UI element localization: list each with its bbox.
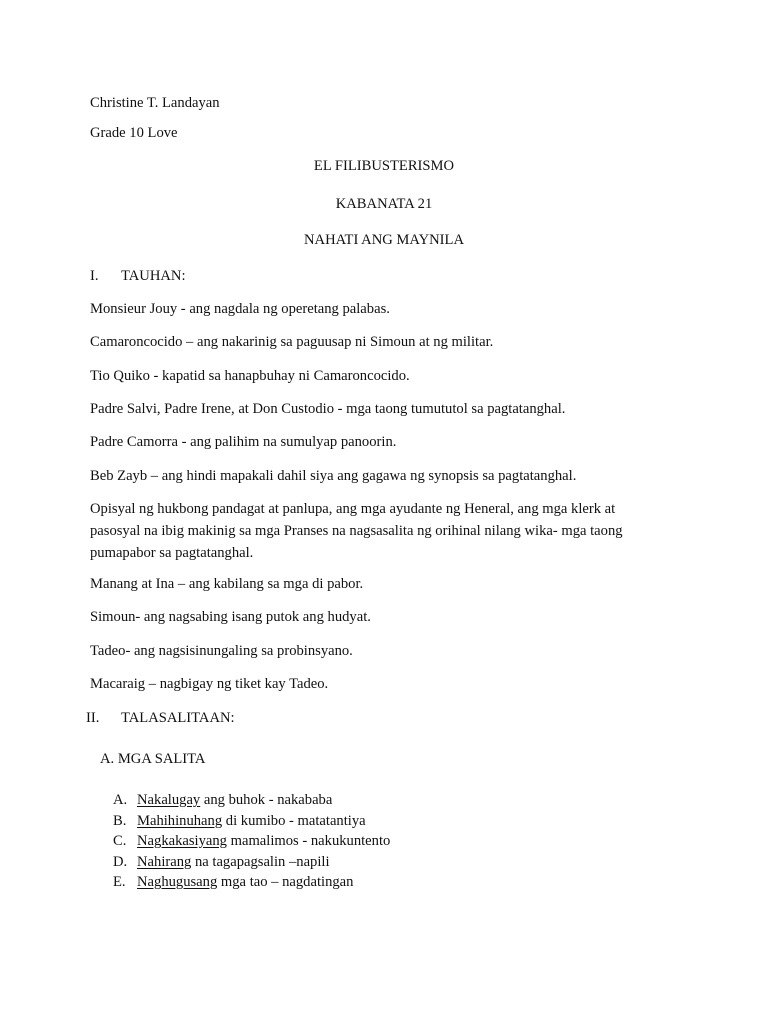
character-entry: Manang at Ina – ang kabilang sa mga di pabor. <box>90 576 364 592</box>
vocab-definition: mamalimos - nakukuntento <box>226 833 391 849</box>
section-1-number: I. <box>90 268 99 284</box>
character-entry: Beb Zayb – ang hindi mapakali dahil siya ang gagawa ng synopsis sa pagtatanghal. <box>90 468 577 484</box>
character-entry: Tadeo- ang nagsisinungaling sa probinsyano. <box>90 643 353 659</box>
vocab-word: Nahirang <box>137 854 192 870</box>
vocab-word: Naghugusang <box>137 874 218 890</box>
book-title: EL FILIBUSTERISMO <box>313 158 455 174</box>
character-entry: Padre Salvi, Padre Irene, at Don Custodio - mga taong tumututol sa pagtatanghal. <box>90 401 566 417</box>
author-name: Christine T. Landayan <box>90 95 220 111</box>
character-paragraph: Opisyal ng hukbong pandagat at panlupa, ang mga ayudante ng Heneral, ang mga klerk at pasosyal na ibig makinig sa mga Pranses na nagsasalita ng orihinal nilang wika- mga taong pumapabor sa pagtatanghal. <box>90 501 623 561</box>
list-item-letter: E. <box>113 874 126 890</box>
list-item <box>137 832 390 850</box>
subsection-label: A. MGA SALITA <box>100 751 206 767</box>
vocab-word: Nakalugay <box>137 792 201 808</box>
vocab-word: Mahihinuhang <box>137 813 223 829</box>
character-entry: Padre Camorra - ang palihim na sumulyap panoorin. <box>90 434 397 450</box>
list-item <box>137 873 353 891</box>
vocab-definition: na tagapagsalin –napili <box>191 854 330 870</box>
chapter-title: NAHATI ANG MAYNILA <box>304 232 464 248</box>
grade-section: Grade 10 Love <box>90 125 178 141</box>
list-item-letter: B. <box>113 813 127 829</box>
section-2-number: II. <box>86 710 100 726</box>
section-1-label: TAUHAN: <box>121 268 186 284</box>
vocab-word: Nagkakasiyang <box>137 833 227 849</box>
character-entry: Simoun- ang nagsabing isang putok ang hudyat. <box>90 609 371 625</box>
vocab-definition: ang buhok - nakababa <box>200 792 333 808</box>
list-item-letter: A. <box>113 792 128 808</box>
list-item-letter: D. <box>113 854 128 870</box>
chapter-number: KABANATA 21 <box>335 196 433 212</box>
character-entry: Macaraig – nagbigay ng tiket kay Tadeo. <box>90 676 329 692</box>
section-2-label: TALASALITAAN: <box>121 710 235 726</box>
list-item <box>137 812 366 830</box>
list-item-letter: C. <box>113 833 127 849</box>
character-entry: Tio Quiko - kapatid sa hanapbuhay ni Camaroncocido. <box>90 368 410 384</box>
list-item <box>137 791 332 809</box>
vocab-definition: di kumibo - matatantiya <box>222 813 366 829</box>
character-entry: Camaroncocido – ang nakarinig sa paguusap ni Simoun at ng militar. <box>90 334 494 350</box>
list-item <box>137 853 330 871</box>
vocab-definition: mga tao – nagdatingan <box>217 874 354 890</box>
character-entry: Monsieur Jouy - ang nagdala ng operetang palabas. <box>90 301 390 317</box>
